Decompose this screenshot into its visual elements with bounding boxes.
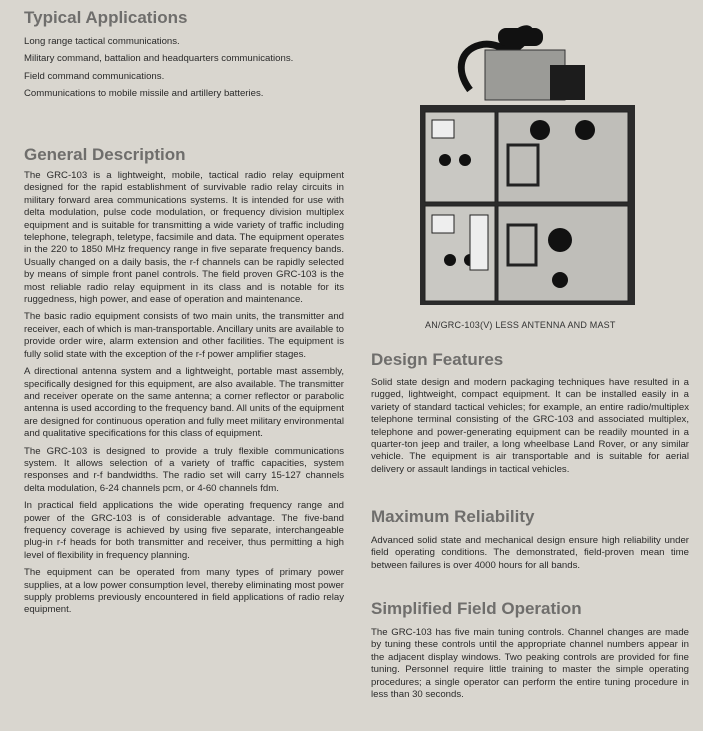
heading-general-description: General Description <box>24 145 186 164</box>
list-item: Communications to mobile missile and artillery batteries. <box>24 88 264 100</box>
heading-simplified-field-operation: Simplified Field Operation <box>371 599 582 618</box>
radio-equipment-photo <box>410 20 645 312</box>
paragraph: The equipment can be operated from many types of primary power supplies, at a low power consumption level, thereby eliminating most power supply problems previously encountered in field applications of radio relay equipment. <box>24 567 344 616</box>
simplified-field-operation-body <box>371 627 689 706</box>
heading-maximum-reliability: Maximum Reliability <box>371 507 535 526</box>
paragraph: The GRC-103 is designed to provide a truly flexible communications system. It allows selection of a variety of traffic capacities, system responses and r-f bandwidths. The radio set will carry 15-127 channels delta modulation, 6-24 channels pcm, or 4-60 channels fdm. <box>24 445 344 494</box>
paragraph: The GRC-103 is a lightweight, mobile, tactical radio relay equipment designed for the rapid establishment of survivable radio relay circuits in military forward area communications systems. It is intended for use with delta modulation, pulse code modulation, or frequency division multiplex equipment and is suitable for transmitting a wide variety of traffic including telephone, telegraph, teletype, facsimile and data. The equipment operates in the 220 to 1850 MHz frequency range in five separate frequency bands. Usually changed on a daily basis, the r-f channels can be rapidly selected by means of simple front panel controls. The field proven GRC-103 is the most reliable radio relay equipment in its class and is notable for its ruggedness, high power, and ease of operation and maintenance. <box>24 170 344 306</box>
design-features-body <box>371 377 689 481</box>
paragraph: Solid state design and modern packaging techniques have resulted in a rugged, lightweight, compact equipment. It can be installed easily in a variety of standard tactical vehicles; for example, an entire radio/multiplex telephone terminal consisting of the GRC-103 and associated multiplex, telephone and power-generating equipment can be readily mounted in a quarter-ton jeep and trailer, a long wheelbase Land Rover, or any similar vehicle. The equipment is air transportable and is suitable for aerial delivery or assault landings in tactical vehicles. <box>371 377 689 475</box>
maximum-reliability-body <box>371 535 689 577</box>
typical-applications-list <box>24 36 344 106</box>
heading-design-features: Design Features <box>371 350 504 369</box>
paragraph: The GRC-103 has five main tuning controls. Channel changes are made by tuning these controls until the appropriate channel numbers appear in the adjacent display windows. Two peaking controls are provided for fine tuning. Personnel require little training to master the simple operating procedures; a single operator can perform the entire tuning procedure in less than 30 seconds. <box>371 627 689 701</box>
paragraph: Advanced solid state and mechanical design ensure high reliability under field operating conditions. The demonstrated, field-proven mean time between failures is over 4000 hours for all bands. <box>371 535 689 571</box>
paragraph: The basic radio equipment consists of two main units, the transmitter and receiver, each of which is man-transportable. Ancillary units are available to provide order wire, alarm extension and other facilities. The equipment is fully solid state with the exception of the r-f power amplifier stages. <box>24 311 344 360</box>
paragraph: A directional antenna system and a lightweight, portable mast assembly, specifically designed for this equipment, are also available. The transmitter and receiver operate on the same antenna; a corner reflector or parabolic antenna is used according to the frequency band. All units of the equipment are designed for continuous operation and fully meet military environmental and qualitative specifications for this class of equipment. <box>24 366 345 440</box>
general-description-body <box>24 170 344 622</box>
photo-caption: AN/GRC-103(V) LESS ANTENNA AND MAST <box>425 320 616 330</box>
heading-typical-applications: Typical Applications <box>24 8 188 27</box>
list-item: Military command, battalion and headquarters communications. <box>24 53 294 65</box>
list-item: Field command communications. <box>24 70 165 82</box>
paragraph: In practical field applications the wide operating frequency range and power of the GRC-103 is of considerable advantage. The five-band frequency coverage is achieved by using five separate, interchangeable plug-in r-f heads for both transmitter and receiver, thus permitting a high level of flexibility in frequency planning. <box>24 500 344 561</box>
list-item: Long range tactical communications. <box>24 36 180 47</box>
